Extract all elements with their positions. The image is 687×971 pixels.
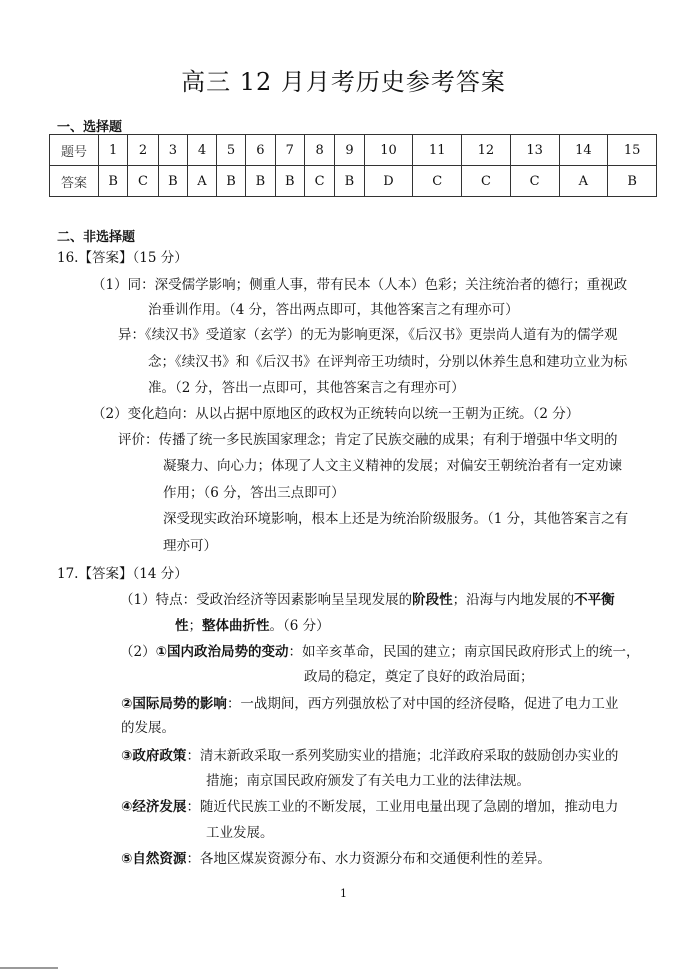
question-number-cell: 6 xyxy=(246,135,275,166)
question-number-cell: 2 xyxy=(128,135,158,166)
answer-line xyxy=(163,457,622,475)
answer-line xyxy=(118,326,618,344)
answer-line xyxy=(163,484,345,502)
answer-line xyxy=(120,591,615,609)
answer-line xyxy=(121,747,618,765)
text-segment: 作用；（6 分，答出三点即可） xyxy=(163,485,345,501)
answer-cell: B xyxy=(216,166,245,197)
text-segment: 措施；南京国民政府颁发了有关电力工业的法律法规。 xyxy=(206,773,530,789)
table-row-answers xyxy=(50,166,657,197)
text-segment: 17.【答案】 xyxy=(57,566,133,582)
text-segment: （2）变化趋向：从以占据中原地区的政权为正统转向以统一王朝为正统。（2 分） xyxy=(92,406,580,422)
answer-line xyxy=(304,668,534,686)
text-segment: 16.【答案】 xyxy=(57,250,133,266)
question-number-cell: 1 xyxy=(99,135,128,166)
answer-line xyxy=(121,695,618,713)
text-segment: 政局的稳定，奠定了良好的政治局面； xyxy=(304,669,534,685)
bold-keyword: ①国内政治局势的变动 xyxy=(155,644,289,660)
answer-cell: C xyxy=(510,166,559,197)
text-segment: 凝聚力、向心力；体现了人文主义精神的发展；对偏安王朝统治者有一定劝谏 xyxy=(163,458,622,474)
answer-line xyxy=(118,431,618,449)
answer-line xyxy=(92,405,579,423)
answer-line xyxy=(121,719,175,737)
answer-line xyxy=(57,249,188,267)
text-segment: （15 分） xyxy=(132,250,188,266)
footer-rule xyxy=(0,967,58,969)
answer-line xyxy=(57,565,188,583)
text-segment: （1）特点：受政治经济等因素影响呈呈现发展的 xyxy=(120,592,413,608)
bold-keyword: ②国际局势的影响 xyxy=(121,696,227,712)
question-number-cell: 9 xyxy=(335,135,364,166)
answer-cell: C xyxy=(128,166,158,197)
text-segment: 深受现实政治环境影响，根本上还是为统治阶级服务。（1 分，其他答案言之有 xyxy=(163,511,629,527)
answer-cell: B xyxy=(158,166,187,197)
bold-keyword: 阶段性 xyxy=(412,592,453,608)
text-segment: ；沿海与内地发展的 xyxy=(452,592,575,608)
table-row-numbers xyxy=(50,135,657,166)
text-segment: （14 分） xyxy=(132,566,188,582)
answer-cell: A xyxy=(188,166,217,197)
answer-line xyxy=(206,824,274,842)
text-segment: 异：《续汉书》受道家（玄学）的无为影响更深，《后汉书》更崇尚人道有为的儒学观 xyxy=(118,327,618,343)
section-heading-multiple-choice: 一、选择题 xyxy=(57,120,123,135)
text-segment: 。（6 分） xyxy=(269,618,330,634)
text-segment: ：如辛亥革命，民国的建立；南京国民政府形式上的统一， xyxy=(288,644,640,660)
text-segment: 的发展。 xyxy=(121,720,175,736)
text-segment: ：随近代民族工业的不断发展，工业用电量出现了急剧的增加，推动电力 xyxy=(186,799,619,815)
text-segment: ； xyxy=(188,618,202,634)
bold-keyword: ⑤自然资源 xyxy=(121,851,187,867)
text-segment: ：一战期间，西方列强放松了对中国的经济侵略，促进了电力工业 xyxy=(226,696,619,712)
question-number-cell: 15 xyxy=(608,135,657,166)
answer-line xyxy=(148,379,465,397)
bold-keyword: 性 xyxy=(175,618,189,634)
answer-line xyxy=(148,353,627,371)
answer-line xyxy=(163,537,217,555)
bold-keyword: ④经济发展 xyxy=(121,799,187,815)
answer-cell: B xyxy=(275,166,304,197)
text-segment: （2） xyxy=(120,644,156,660)
answer-line xyxy=(120,643,640,661)
bold-keyword: 不平衡 xyxy=(574,592,615,608)
question-number-cell: 5 xyxy=(216,135,245,166)
answer-cell: D xyxy=(364,166,413,197)
answer-cell: C xyxy=(304,166,334,197)
text-segment: 念；《续汉书》和《后汉书》在评判帝王功绩时，分别以休养生息和建功立业为标 xyxy=(148,354,628,370)
text-segment: 理亦可） xyxy=(163,538,217,554)
text-segment: ：清末新政采取一系列奖励实业的措施；北洋政府采取的鼓励创办实业的 xyxy=(186,748,619,764)
answer-cell: C xyxy=(413,166,462,197)
question-number-cell: 11 xyxy=(413,135,462,166)
text-segment: 治垂训作用。（4 分，答出两点即可，其他答案言之有理亦可） xyxy=(148,302,519,318)
page-number: 1 xyxy=(340,887,347,900)
question-number-cell: 12 xyxy=(462,135,511,166)
answer-line xyxy=(175,617,330,635)
answer-cell: B xyxy=(99,166,128,197)
row-header: 题号 xyxy=(50,135,99,166)
question-number-cell: 10 xyxy=(364,135,413,166)
answer-cell: B xyxy=(246,166,275,197)
question-number-cell: 7 xyxy=(275,135,304,166)
question-number-cell: 4 xyxy=(188,135,217,166)
row-header: 答案 xyxy=(50,166,99,197)
page-title: 高三 12 月月考历史参考答案 xyxy=(181,68,506,96)
answer-line xyxy=(163,510,628,528)
answer-cell: A xyxy=(559,166,608,197)
question-number-cell: 14 xyxy=(559,135,608,166)
text-segment: （1）同：深受儒学影响；侧重人事，带有民本（人本）色彩；关注统治者的德行；重视政 xyxy=(92,277,628,293)
section-heading-non-choice: 二、非选择题 xyxy=(57,230,136,245)
answer-cell: C xyxy=(462,166,511,197)
answer-line xyxy=(92,276,627,294)
text-segment: 准。（2 分，答出一点即可，其他答案言之有理亦可） xyxy=(148,380,465,396)
answer-table xyxy=(49,134,657,197)
answer-line xyxy=(121,798,618,816)
question-number-cell: 8 xyxy=(304,135,334,166)
question-number-cell: 3 xyxy=(158,135,187,166)
text-segment: ：各地区煤炭资源分布、水力资源分布和交通便利性的差异。 xyxy=(186,851,551,867)
question-number-cell: 13 xyxy=(510,135,559,166)
text-segment: 工业发展。 xyxy=(206,825,274,841)
bold-keyword: 整体曲折性 xyxy=(202,618,270,634)
answer-cell: B xyxy=(335,166,364,197)
text-segment: 评价：传播了统一多民族国家理念；肯定了民族交融的成果；有利于增强中华文明的 xyxy=(118,432,618,448)
bold-keyword: ③政府政策 xyxy=(121,748,187,764)
answer-line xyxy=(121,850,551,868)
answer-cell: B xyxy=(608,166,657,197)
answer-line xyxy=(148,301,519,319)
answer-line xyxy=(206,772,530,790)
